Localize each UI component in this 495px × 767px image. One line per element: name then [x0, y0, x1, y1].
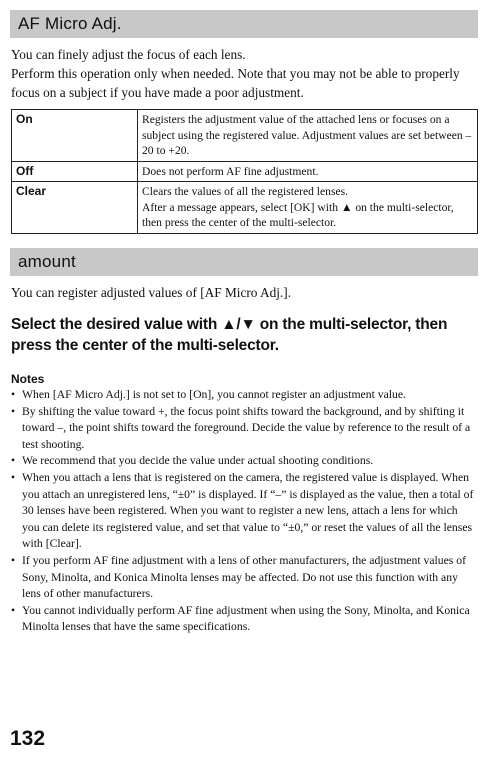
- option-desc-line: Clears the values of all the registered lenses.: [142, 185, 349, 198]
- note-item: • By shifting the value toward +, the focus point shifts toward the background, and by shifting it toward –, the point shifts toward the foreground. Decide the value by reference to the result of a test shooting.: [11, 404, 477, 454]
- notes-list: [11, 387, 477, 636]
- intro-line: You can finely adjust the focus of each lens.: [11, 47, 246, 62]
- amount-text: You can register adjusted values of [AF Micro Adj.].: [11, 285, 292, 300]
- notes-title: Notes: [11, 372, 45, 386]
- option-desc: Does not perform AF fine adjustment.: [138, 161, 478, 182]
- option-desc-line: After a message appears, select [OK] with ▲ on the multi-selector, then press the center of the multi-selector.: [142, 200, 454, 229]
- note-item: • If you perform AF fine adjustment with a lens of other manufacturers, the adjustment values of Sony, Minolta, and Konica Minolta lenses may be affected. Do not use this function with any lens of other manufacturers.: [11, 553, 477, 603]
- option-key: Clear: [12, 182, 138, 234]
- options-table: [11, 109, 478, 234]
- table-row: [12, 110, 478, 162]
- note-item: • When [AF Micro Adj.] is not set to [On], you cannot register an adjustment value.: [11, 387, 477, 404]
- intro-text: [11, 45, 481, 102]
- option-desc: [138, 182, 478, 234]
- table-row: [12, 161, 478, 182]
- page-number: 132: [10, 727, 46, 750]
- step-instruction: Select the desired value with ▲/▼ on the multi-selector, then press the center of the multi-selector.: [11, 316, 448, 354]
- option-key: Off: [12, 161, 138, 182]
- table-row: [12, 182, 478, 234]
- note-item: • We recommend that you decide the value under actual shooting conditions.: [11, 453, 477, 470]
- option-key: On: [12, 110, 138, 162]
- section-title-amount: amount: [10, 248, 478, 276]
- option-desc: Registers the adjustment value of the attached lens or focuses on a subject using the registered value. Adjustment values are set between –20 to +20.: [138, 110, 478, 162]
- note-item: • When you attach a lens that is registered on the camera, the registered value is displayed. When you attach an unregistered lens, “±0” is displayed. If “–” is displayed as the value, then a total of 30 lenses have been registered. When you want to register a new lens, attach a lens for which you can delete its registered value, and set that value to “±0,” or reset the values of all the lenses with [Clear].: [11, 470, 477, 553]
- section-title-af-micro-adj: AF Micro Adj.: [10, 10, 478, 38]
- intro-line: Perform this operation only when needed. Note that you may not be able to properly focus on a subject if you have made a poor adjustment.: [11, 66, 460, 100]
- note-item: • You cannot individually perform AF fine adjustment when using the Sony, Minolta, and Konica Minolta lenses that have the same specifications.: [11, 603, 477, 636]
